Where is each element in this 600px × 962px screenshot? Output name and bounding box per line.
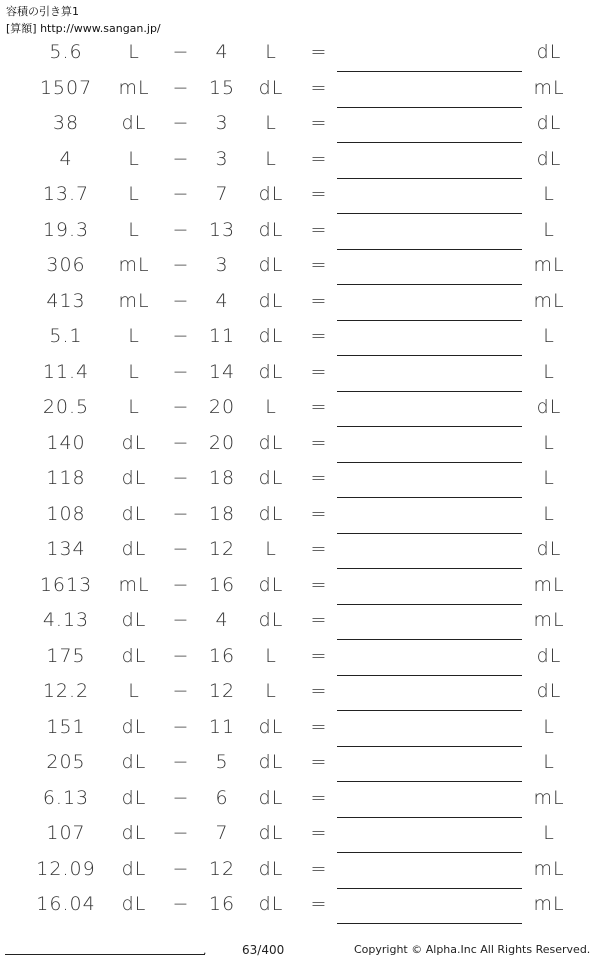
equals-sign: = bbox=[310, 218, 328, 241]
minus-sign: − bbox=[172, 786, 190, 809]
minus-sign: − bbox=[172, 893, 190, 915]
minuend-unit: L bbox=[128, 680, 140, 702]
subtrahend-value: 16 bbox=[208, 893, 236, 915]
subtrahend-unit: dL bbox=[258, 431, 284, 454]
equals-sign: = bbox=[310, 325, 328, 347]
equals-sign: = bbox=[310, 893, 328, 915]
minuend-value: 205 bbox=[46, 751, 86, 773]
subtrahend-unit: dL bbox=[258, 573, 284, 596]
minuend-unit: dL bbox=[121, 502, 147, 525]
equals-sign: = bbox=[310, 396, 328, 418]
problem-row bbox=[0, 321, 600, 357]
minus-sign: − bbox=[172, 431, 190, 454]
equals-sign: = bbox=[310, 289, 328, 312]
minus-sign: − bbox=[172, 183, 190, 205]
minuend-unit: mL bbox=[118, 254, 150, 276]
subtrahend-unit: dL bbox=[258, 325, 284, 347]
minus-sign: − bbox=[172, 644, 190, 667]
minuend-unit: L bbox=[128, 183, 140, 205]
answer-unit: dL bbox=[536, 538, 562, 560]
subtrahend-unit: dL bbox=[258, 254, 284, 276]
subtrahend-unit: dL bbox=[258, 751, 284, 773]
minus-sign: − bbox=[172, 467, 190, 489]
subtrahend-unit: L bbox=[265, 680, 277, 702]
equals-sign: = bbox=[310, 857, 328, 880]
subtrahend-unit: dL bbox=[258, 857, 284, 880]
minuend-unit: mL bbox=[118, 573, 150, 596]
problem-row bbox=[0, 463, 600, 499]
minus-sign: − bbox=[172, 751, 190, 773]
minuend-unit: dL bbox=[121, 751, 147, 773]
equals-sign: = bbox=[310, 360, 328, 383]
problem-row bbox=[0, 676, 600, 712]
equals-sign: = bbox=[310, 502, 328, 525]
subtrahend-unit: dL bbox=[258, 183, 284, 205]
subtrahend-unit: dL bbox=[258, 822, 284, 844]
subtrahend-value: 18 bbox=[208, 502, 236, 525]
subtrahend-value: 6 bbox=[215, 786, 229, 809]
minuend-unit: dL bbox=[121, 715, 147, 738]
subtrahend-value: 4 bbox=[215, 609, 229, 631]
answer-unit: L bbox=[543, 751, 555, 773]
footer bbox=[0, 940, 600, 960]
subtrahend-unit: dL bbox=[258, 786, 284, 809]
minus-sign: − bbox=[172, 76, 190, 99]
minuend-value: 4 bbox=[59, 147, 73, 170]
minus-sign: − bbox=[172, 609, 190, 631]
page-number: 63/400 bbox=[242, 943, 285, 957]
answer-unit: dL bbox=[536, 112, 562, 134]
minuend-value: 1507 bbox=[39, 76, 93, 99]
minuend-value: 140 bbox=[46, 431, 86, 454]
problem-row bbox=[0, 605, 600, 641]
minus-sign: − bbox=[172, 254, 190, 276]
minuend-unit: dL bbox=[121, 644, 147, 667]
answer-unit: mL bbox=[533, 76, 565, 99]
minus-sign: − bbox=[172, 822, 190, 844]
problem-row bbox=[0, 73, 600, 109]
minuend-unit: dL bbox=[121, 431, 147, 454]
answer-unit: L bbox=[543, 325, 555, 347]
problem-row bbox=[0, 783, 600, 819]
minus-sign: − bbox=[172, 573, 190, 596]
minuend-unit: dL bbox=[121, 822, 147, 844]
subtrahend-value: 20 bbox=[208, 431, 236, 454]
minuend-value: 16.04 bbox=[36, 893, 96, 915]
problem-row bbox=[0, 889, 600, 925]
minuend-value: 11.4 bbox=[42, 360, 90, 383]
minuend-value: 4.13 bbox=[42, 609, 90, 631]
subtrahend-unit: dL bbox=[258, 609, 284, 631]
minus-sign: − bbox=[172, 325, 190, 347]
subtrahend-value: 11 bbox=[208, 325, 236, 347]
subtrahend-value: 13 bbox=[208, 218, 236, 241]
worksheet-title: 容積の引き算1 bbox=[6, 5, 79, 18]
answer-unit: dL bbox=[536, 644, 562, 667]
answer-unit: L bbox=[543, 715, 555, 738]
minuend-unit: dL bbox=[121, 467, 147, 489]
problem-row bbox=[0, 747, 600, 783]
minuend-unit: L bbox=[128, 396, 140, 418]
equals-sign: = bbox=[310, 538, 328, 560]
subtrahend-unit: L bbox=[265, 644, 277, 667]
answer-unit: L bbox=[543, 502, 555, 525]
subtrahend-unit: dL bbox=[258, 467, 284, 489]
minus-sign: − bbox=[172, 538, 190, 560]
minuend-unit: mL bbox=[118, 289, 150, 312]
answer-unit: mL bbox=[533, 573, 565, 596]
subtrahend-value: 5 bbox=[215, 751, 229, 773]
equals-sign: = bbox=[310, 254, 328, 276]
answer-unit: dL bbox=[536, 147, 562, 170]
subtrahend-unit: dL bbox=[258, 893, 284, 915]
answer-unit: mL bbox=[533, 254, 565, 276]
equals-sign: = bbox=[310, 609, 328, 631]
answer-blank[interactable] bbox=[337, 923, 522, 924]
answer-unit: L bbox=[543, 218, 555, 241]
worksheet-header bbox=[6, 3, 161, 37]
minus-sign: − bbox=[172, 396, 190, 418]
footer-dot: . bbox=[203, 944, 207, 957]
equals-sign: = bbox=[310, 76, 328, 99]
problem-row bbox=[0, 712, 600, 748]
minuend-value: 306 bbox=[46, 254, 86, 276]
problem-row bbox=[0, 215, 600, 251]
problem-row bbox=[0, 534, 600, 570]
minuend-unit: dL bbox=[121, 538, 147, 560]
equals-sign: = bbox=[310, 112, 328, 134]
minuend-unit: mL bbox=[118, 76, 150, 99]
minuend-value: 5.6 bbox=[49, 41, 83, 63]
answer-unit: mL bbox=[533, 609, 565, 631]
equals-sign: = bbox=[310, 680, 328, 702]
minuend-unit: L bbox=[128, 360, 140, 383]
equals-sign: = bbox=[310, 431, 328, 454]
subtrahend-unit: dL bbox=[258, 360, 284, 383]
answer-unit: mL bbox=[533, 786, 565, 809]
subtrahend-value: 3 bbox=[215, 254, 229, 276]
subtrahend-unit: L bbox=[265, 41, 277, 63]
minuend-value: 118 bbox=[46, 467, 86, 489]
copyright-notice: Copyright © Alpha.Inc All Rights Reserved. bbox=[354, 943, 591, 956]
problem-row bbox=[0, 818, 600, 854]
equals-sign: = bbox=[310, 183, 328, 205]
subtrahend-unit: L bbox=[265, 396, 277, 418]
minus-sign: − bbox=[172, 289, 190, 312]
site-link[interactable]: [算額] http://www.sangan.jp/ bbox=[6, 22, 161, 35]
answer-unit: dL bbox=[536, 41, 562, 63]
subtrahend-unit: L bbox=[265, 538, 277, 560]
minus-sign: − bbox=[172, 857, 190, 880]
subtrahend-unit: dL bbox=[258, 218, 284, 241]
subtrahend-value: 12 bbox=[208, 538, 236, 560]
subtrahend-value: 12 bbox=[208, 680, 236, 702]
subtrahend-unit: dL bbox=[258, 289, 284, 312]
subtrahend-value: 18 bbox=[208, 467, 236, 489]
problem-row bbox=[0, 854, 600, 890]
minus-sign: − bbox=[172, 360, 190, 383]
answer-unit: mL bbox=[533, 857, 565, 880]
answer-unit: L bbox=[543, 467, 555, 489]
minuend-value: 107 bbox=[46, 822, 86, 844]
subtrahend-unit: dL bbox=[258, 715, 284, 738]
minus-sign: − bbox=[172, 112, 190, 134]
equals-sign: = bbox=[310, 41, 328, 63]
problem-row bbox=[0, 37, 600, 73]
minuend-unit: L bbox=[128, 218, 140, 241]
subtrahend-value: 20 bbox=[208, 396, 236, 418]
answer-unit: mL bbox=[533, 893, 565, 915]
problem-row bbox=[0, 499, 600, 535]
answer-unit: L bbox=[543, 822, 555, 844]
subtrahend-value: 4 bbox=[215, 41, 229, 63]
subtrahend-value: 11 bbox=[208, 715, 236, 738]
equals-sign: = bbox=[310, 786, 328, 809]
problem-row bbox=[0, 357, 600, 393]
subtrahend-value: 16 bbox=[208, 573, 236, 596]
subtrahend-value: 4 bbox=[215, 289, 229, 312]
minuend-unit: L bbox=[128, 147, 140, 170]
minuend-value: 5.1 bbox=[49, 325, 83, 347]
subtrahend-value: 16 bbox=[208, 644, 236, 667]
minus-sign: − bbox=[172, 502, 190, 525]
equals-sign: = bbox=[310, 715, 328, 738]
problem-row bbox=[0, 286, 600, 322]
answer-unit: L bbox=[543, 360, 555, 383]
minuend-unit: dL bbox=[121, 609, 147, 631]
minuend-value: 6.13 bbox=[42, 786, 90, 809]
problem-row bbox=[0, 144, 600, 180]
minuend-value: 12.09 bbox=[36, 857, 96, 880]
problem-list bbox=[0, 37, 600, 925]
minus-sign: − bbox=[172, 41, 190, 63]
problem-row bbox=[0, 108, 600, 144]
minuend-value: 108 bbox=[46, 502, 86, 525]
minuend-value: 19.3 bbox=[42, 218, 90, 241]
minuend-unit: dL bbox=[121, 112, 147, 134]
minuend-unit: dL bbox=[121, 786, 147, 809]
equals-sign: = bbox=[310, 467, 328, 489]
minuend-value: 175 bbox=[46, 644, 86, 667]
equals-sign: = bbox=[310, 644, 328, 667]
subtrahend-value: 7 bbox=[215, 822, 229, 844]
subtrahend-unit: L bbox=[265, 147, 277, 170]
minuend-value: 20.5 bbox=[42, 396, 90, 418]
minuend-value: 1613 bbox=[39, 573, 93, 596]
minuend-value: 151 bbox=[46, 715, 86, 738]
equals-sign: = bbox=[310, 751, 328, 773]
minuend-unit: dL bbox=[121, 857, 147, 880]
minus-sign: − bbox=[172, 218, 190, 241]
subtrahend-value: 14 bbox=[208, 360, 236, 383]
subtrahend-unit: dL bbox=[258, 76, 284, 99]
answer-unit: mL bbox=[533, 289, 565, 312]
minuend-value: 12.2 bbox=[42, 680, 90, 702]
equals-sign: = bbox=[310, 573, 328, 596]
subtrahend-unit: dL bbox=[258, 502, 284, 525]
minuend-unit: L bbox=[128, 325, 140, 347]
subtrahend-value: 3 bbox=[215, 147, 229, 170]
problem-row bbox=[0, 250, 600, 286]
problem-row bbox=[0, 641, 600, 677]
subtrahend-value: 7 bbox=[215, 183, 229, 205]
name-blank[interactable] bbox=[5, 954, 205, 955]
problem-row bbox=[0, 179, 600, 215]
equals-sign: = bbox=[310, 147, 328, 170]
subtrahend-unit: L bbox=[265, 112, 277, 134]
equals-sign: = bbox=[310, 822, 328, 844]
minus-sign: − bbox=[172, 715, 190, 738]
answer-unit: L bbox=[543, 431, 555, 454]
problem-row bbox=[0, 570, 600, 606]
subtrahend-value: 12 bbox=[208, 857, 236, 880]
minuend-value: 413 bbox=[46, 289, 86, 312]
answer-unit: dL bbox=[536, 680, 562, 702]
problem-row bbox=[0, 428, 600, 464]
minuend-value: 134 bbox=[46, 538, 86, 560]
minuend-unit: dL bbox=[121, 893, 147, 915]
answer-unit: L bbox=[543, 183, 555, 205]
minus-sign: − bbox=[172, 680, 190, 702]
problem-row bbox=[0, 392, 600, 428]
minuend-unit: L bbox=[128, 41, 140, 63]
minus-sign: − bbox=[172, 147, 190, 170]
minuend-value: 13.7 bbox=[42, 183, 90, 205]
subtrahend-value: 3 bbox=[215, 112, 229, 134]
subtrahend-value: 15 bbox=[208, 76, 236, 99]
minuend-value: 38 bbox=[52, 112, 80, 134]
answer-unit: dL bbox=[536, 396, 562, 418]
